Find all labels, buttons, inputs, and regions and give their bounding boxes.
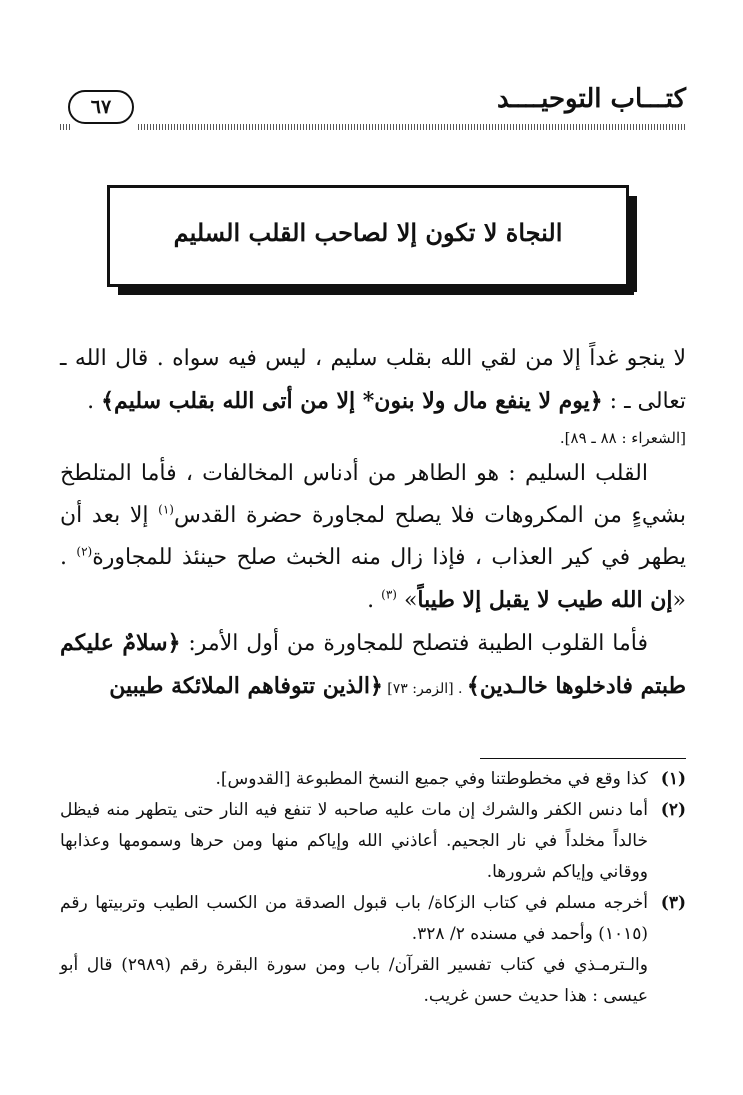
verse-reference-2: . [الزمر: ٧٣] <box>382 681 467 697</box>
footnote-3 <box>60 888 686 950</box>
footnote-3-text: أخرجه مسلم في كتاب الزكاة/ باب قبول الصدقة من الكسب الطيب وتربيتها رقم (١٠١٥) وأحمد في مسنده ٢/ ٣٢٨. <box>60 893 648 944</box>
hadith-quote: إن الله طيب لا يقبل إلا طيباً <box>417 587 673 613</box>
book-title: كتـــاب التوحيــــد <box>497 84 686 114</box>
paragraph-3-text: فأما القلوب الطيبة فتصلح للمجاورة من أول الأمر: <box>180 631 648 656</box>
quran-verse-1: ﴿يوم لا ينفع مال ولا بنون* إلا من أتى الله بقلب سليم﴾ <box>101 388 603 414</box>
quran-verse-3: ﴿الذين تتوفاهم الملائكة طيبين <box>109 673 383 699</box>
footnote-1-number: (١) <box>660 769 686 789</box>
header-rule <box>138 124 686 130</box>
footnotes <box>60 764 686 1012</box>
footnote-3-continuation: والـترمـذي في كتاب تفسير القرآن/ باب ومن سورة البقرة رقم (٢٩٨٩) قال أبو عيسى : هذا حديث حسن غريب. <box>60 955 648 1006</box>
footnote-ref-1: (١) <box>158 502 174 517</box>
section-title-box <box>107 185 629 287</box>
paragraph-2 <box>60 453 686 622</box>
paragraph-1-text: لا ينجو غداً إلا من لقي الله بقلب سليم ، ليس فيه سواه . قال الله ـ تعالى ـ : <box>60 346 686 414</box>
footnote-2-text: أما دنس الكفر والشرك إن مات عليه صاحبه لا تنفع فيه النار حتى يتطهر منه فيظل خالداً مخلداً في نار الجحيم. أعاذني الله وإياكم منها ومن حرها وسمومها وعذابها ووقاني وإياكم شرورها. <box>60 800 648 882</box>
header-rule-left <box>60 124 70 130</box>
footnote-3-number: (٣) <box>660 893 686 913</box>
page-number: ٦٧ <box>68 90 134 124</box>
title-box-shadow-bottom <box>118 287 634 295</box>
quran-verse-2: ﴿سلامٌ عليكم طبتم فادخلوها خالـدين﴾ <box>60 630 686 699</box>
verse-reference-1: [الشعراء : ٨٨ ـ ٨٩]. <box>559 429 686 447</box>
paragraph-1 <box>60 338 686 423</box>
title-box-shadow-right <box>629 196 637 292</box>
footnote-ref-3: (٣) <box>381 587 397 602</box>
paragraph-2-text-c: . « <box>60 545 686 613</box>
footnote-1 <box>60 764 686 795</box>
footnote-1-text: كذا وقع في مخطوطتنا وفي جميع النسخ المطبوعة [القدوس]. <box>215 769 648 789</box>
paragraph-2-text-a: القلب السليم : هو الطاهر من أدناس المخالفات ، فأما المتلطخ بشيءٍ من المكروهات فلا يصلح لمجاورة حضرة القدس <box>60 461 686 528</box>
body-text <box>60 338 686 710</box>
paragraph-1-end: . <box>87 389 102 414</box>
section-title: النجاة لا تكون إلا لصاحب القلب السليم <box>173 218 563 247</box>
paragraph-2-text-b: إلا بعد أن يطهر في كير العذاب ، فإذا زال منه الخبث صلح حينئذ للمجاورة <box>60 503 686 570</box>
footnote-2-number: (٢) <box>660 800 686 820</box>
paragraph-3 <box>60 622 686 710</box>
page-header <box>60 84 686 122</box>
footnote-ref-2: (٢) <box>76 544 93 559</box>
paragraph-2-text-d: » <box>396 588 418 613</box>
footnote-2 <box>60 795 686 888</box>
paragraph-2-end: . <box>367 588 382 613</box>
footnote-separator <box>480 758 686 759</box>
